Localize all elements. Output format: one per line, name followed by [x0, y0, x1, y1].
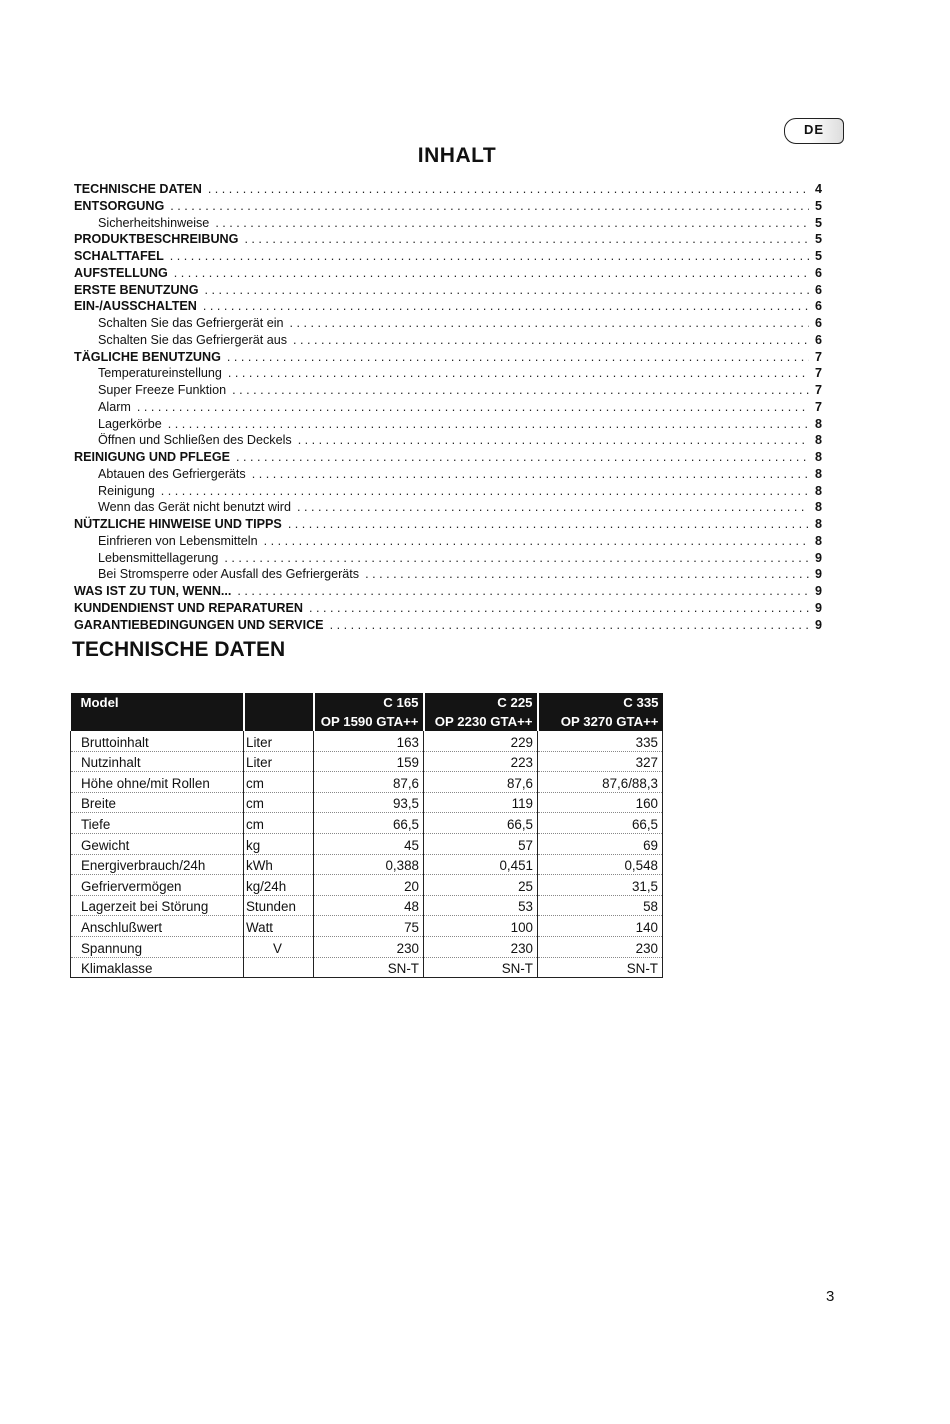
toc-entry-label: Öffnen und Schließen des Deckels: [98, 433, 292, 448]
row-value-model-1: SN-T: [314, 957, 424, 978]
row-value-model-1: 48: [314, 895, 424, 916]
toc-leader-dots: [237, 583, 809, 600]
page-number: 3: [826, 1288, 835, 1305]
toc-leader-dots: [174, 265, 809, 282]
toc-entry-label: TECHNISCHE DATEN: [74, 182, 202, 196]
toc-leader-dots: [224, 550, 809, 567]
row-unit: Liter: [244, 731, 314, 751]
row-unit: Watt: [244, 916, 314, 937]
toc-entry-page: 4: [814, 182, 822, 196]
toc-leader-dots: [161, 483, 809, 500]
toc-entry-page: 9: [814, 600, 822, 615]
toc-entry: [74, 248, 822, 265]
toc-entry-label: Super Freeze Funktion: [98, 383, 227, 397]
table-row: [71, 854, 663, 875]
row-value-model-2: 57: [424, 833, 538, 854]
toc-entry: [74, 231, 822, 248]
row-value-model-1: 93,5: [314, 792, 424, 813]
row-unit: V: [244, 936, 314, 957]
row-value-model-3: 335: [538, 731, 663, 751]
row-label: Breite: [71, 792, 244, 813]
row-value-model-1: 66,5: [314, 813, 424, 834]
toc-entry-page: 7: [814, 366, 822, 381]
row-value-model-2: 25: [424, 875, 538, 896]
toc-leader-dots: [290, 315, 809, 332]
toc-entry-page: 9: [814, 617, 822, 632]
row-unit: kg/24h: [244, 875, 314, 896]
table-row: [71, 813, 663, 834]
toc-entry-page: 8: [814, 483, 822, 498]
toc-entry-page: 7: [814, 383, 822, 397]
toc-entry: [74, 198, 822, 215]
row-value-model-2: 66,5: [424, 813, 538, 834]
toc-leader-dots: [205, 282, 809, 299]
row-value-model-1: 20: [314, 875, 424, 896]
toc-entry: [74, 382, 822, 399]
toc-entry-label: Wenn das Gerät nicht benutzt wird: [98, 500, 291, 515]
toc-entry: [74, 432, 822, 449]
toc-leader-dots: [227, 349, 809, 366]
toc-entry-label: Alarm: [98, 399, 131, 414]
toc-leader-dots: [330, 617, 809, 634]
row-value-model-1: 87,6: [314, 772, 424, 793]
row-value-model-1: 163: [314, 731, 424, 751]
row-value-model-3: 140: [538, 916, 663, 937]
toc-entry: [74, 265, 822, 282]
toc-entry: [74, 332, 822, 349]
toc-entry: [74, 516, 822, 533]
row-value-model-1: 0,388: [314, 854, 424, 875]
toc-entry-page: 6: [814, 282, 822, 297]
toc-entry: [74, 449, 822, 466]
toc-entry-page: 6: [814, 316, 822, 330]
toc-entry-label: TÄGLICHE BENUTZUNG: [74, 349, 221, 364]
toc-entry-page: 6: [814, 299, 822, 314]
toc-leader-dots: [309, 600, 809, 617]
row-value-model-2: SN-T: [424, 957, 538, 978]
toc-leader-dots: [168, 416, 809, 433]
table-row: [71, 792, 663, 813]
header-unit: [244, 693, 314, 712]
toc-entry-label: AUFSTELLUNG: [74, 265, 168, 280]
table-row: [71, 731, 663, 751]
toc-entry-label: ERSTE BENUTZUNG: [74, 282, 199, 297]
toc-entry: [74, 533, 822, 550]
row-label: Lagerzeit bei Störung: [71, 895, 244, 916]
toc-entry: [74, 566, 822, 583]
header-unit-blank: [244, 712, 314, 731]
row-unit: cm: [244, 792, 314, 813]
row-value-model-3: SN-T: [538, 957, 663, 978]
toc-leader-dots: [293, 332, 809, 349]
toc-entry-label: Reinigung: [98, 483, 155, 498]
toc-entry: [74, 315, 822, 332]
toc-title: INHALT: [417, 144, 497, 167]
row-value-model-2: 100: [424, 916, 538, 937]
toc-entry: [74, 298, 822, 315]
row-label: Energiverbrauch/24h: [71, 854, 244, 875]
row-value-model-2: 87,6: [424, 772, 538, 793]
row-label: Nutzinhalt: [71, 751, 244, 772]
toc-entry-label: EIN-/AUSSCHALTEN: [74, 299, 197, 314]
row-value-model-2: 229: [424, 731, 538, 751]
toc-entry-page: 8: [814, 466, 822, 481]
toc-leader-dots: [170, 198, 809, 215]
header-model-1-line2: OP 1590 GTA++: [314, 712, 424, 731]
toc-entry: [74, 483, 822, 500]
toc-entry-label: Temperatureinstellung: [98, 366, 222, 381]
table-header-row-1: [71, 693, 663, 712]
row-unit: [244, 957, 314, 978]
toc-entry-page: 5: [814, 232, 822, 247]
row-label: Höhe ohne/mit Rollen: [71, 772, 244, 793]
toc-entry-page: 7: [814, 349, 822, 364]
toc-leader-dots: [137, 399, 809, 416]
table-row: [71, 772, 663, 793]
toc-leader-dots: [298, 432, 809, 449]
toc-leader-dots: [244, 231, 809, 248]
toc-entry-label: NÜTZLICHE HINWEISE UND TIPPS: [74, 517, 282, 531]
toc-leader-dots: [365, 566, 809, 583]
toc-entry-label: ENTSORGUNG: [74, 198, 165, 213]
row-label: Tiefe: [71, 813, 244, 834]
toc-entry-page: 8: [814, 450, 822, 464]
toc-leader-dots: [170, 248, 809, 265]
toc-entry-page: 8: [814, 500, 822, 515]
row-value-model-3: 327: [538, 751, 663, 772]
row-value-model-3: 69: [538, 833, 663, 854]
toc-entry-label: WAS IST ZU TUN, WENN...: [74, 584, 232, 598]
row-value-model-3: 230: [538, 936, 663, 957]
language-badge-de: DE: [784, 118, 844, 144]
table-of-contents: [74, 181, 822, 633]
toc-entry-page: 5: [814, 198, 822, 213]
row-value-model-2: 230: [424, 936, 538, 957]
toc-leader-dots: [288, 516, 809, 533]
header-model: Model: [71, 693, 244, 712]
toc-leader-dots: [208, 181, 809, 198]
toc-entry-label: Schalten Sie das Gefriergerät aus: [98, 332, 288, 347]
technical-data-body: [71, 731, 663, 978]
row-value-model-1: 75: [314, 916, 424, 937]
toc-leader-dots: [203, 298, 809, 315]
table-row: [71, 916, 663, 937]
toc-leader-dots: [232, 382, 809, 399]
table-row: [71, 957, 663, 978]
toc-entry: [74, 617, 822, 634]
section-title-technische-daten: TECHNISCHE DATEN: [72, 638, 286, 661]
toc-leader-dots: [252, 466, 809, 483]
toc-leader-dots: [215, 215, 809, 232]
toc-entry: [74, 466, 822, 483]
table-row: [71, 751, 663, 772]
header-model-2-line2: OP 2230 GTA++: [424, 712, 538, 731]
table-row: [71, 895, 663, 916]
toc-entry: [74, 583, 822, 600]
row-value-model-3: 87,6/88,3: [538, 772, 663, 793]
toc-entry-page: 6: [814, 265, 822, 280]
header-model-2-line1: C 225: [424, 693, 538, 712]
toc-leader-dots: [297, 499, 809, 516]
toc-entry-page: 8: [814, 416, 822, 431]
row-unit: Liter: [244, 751, 314, 772]
table-row: [71, 833, 663, 854]
toc-entry-label: Lagerkörbe: [98, 416, 162, 431]
header-model-1-line1: C 165: [314, 693, 424, 712]
toc-entry-page: 5: [814, 215, 822, 230]
row-value-model-1: 159: [314, 751, 424, 772]
toc-entry: [74, 550, 822, 567]
toc-entry-page: 7: [814, 399, 822, 414]
technical-data-table: [70, 693, 663, 978]
row-value-model-1: 45: [314, 833, 424, 854]
row-value-model-2: 53: [424, 895, 538, 916]
row-value-model-3: 160: [538, 792, 663, 813]
toc-entry-page: 8: [814, 533, 822, 548]
toc-entry-label: Schalten Sie das Gefriergerät ein: [98, 316, 284, 330]
toc-leader-dots: [228, 365, 809, 382]
table-row: [71, 936, 663, 957]
toc-entry: [74, 600, 822, 617]
row-value-model-3: 58: [538, 895, 663, 916]
toc-entry-page: 8: [814, 433, 822, 448]
toc-entry: [74, 181, 822, 198]
row-unit: kWh: [244, 854, 314, 875]
toc-entry-page: 9: [814, 584, 822, 598]
toc-entry-page: 9: [814, 567, 822, 582]
table-header-row-2: [71, 712, 663, 731]
header-model-3-line1: C 335: [538, 693, 663, 712]
toc-entry-page: 8: [814, 517, 822, 531]
toc-entry: [74, 349, 822, 366]
row-unit: cm: [244, 772, 314, 793]
row-label: Bruttoinhalt: [71, 731, 244, 751]
toc-leader-dots: [264, 533, 809, 550]
toc-entry: [74, 365, 822, 382]
row-unit: kg: [244, 833, 314, 854]
row-unit: Stunden: [244, 895, 314, 916]
row-value-model-1: 230: [314, 936, 424, 957]
toc-entry-page: 6: [814, 332, 822, 347]
toc-entry-label: Bei Stromsperre oder Ausfall des Gefriergeräts: [98, 567, 360, 582]
row-value-model-2: 119: [424, 792, 538, 813]
toc-entry: [74, 282, 822, 299]
row-value-model-3: 31,5: [538, 875, 663, 896]
header-model-blank: [71, 712, 244, 731]
row-value-model-2: 223: [424, 751, 538, 772]
row-label: Gefriervermögen: [71, 875, 244, 896]
row-value-model-3: 66,5: [538, 813, 663, 834]
header-model-3-line2: OP 3270 GTA++: [538, 712, 663, 731]
row-value-model-3: 0,548: [538, 854, 663, 875]
toc-entry-label: KUNDENDIENST UND REPARATUREN: [74, 600, 304, 615]
toc-entry: [74, 499, 822, 516]
toc-entry-label: SCHALTTAFEL: [74, 249, 164, 263]
toc-entry-page: 5: [814, 249, 822, 263]
row-unit: cm: [244, 813, 314, 834]
row-label: Anschlußwert: [71, 916, 244, 937]
toc-entry-label: REINIGUNG UND PFLEGE: [74, 450, 231, 464]
row-label: Klimaklasse: [71, 957, 244, 978]
toc-entry-label: Lebensmittellagerung: [98, 550, 219, 565]
toc-entry: [74, 416, 822, 433]
toc-entry: [74, 399, 822, 416]
toc-entry-label: Einfrieren von Lebensmitteln: [98, 533, 258, 548]
row-label: Gewicht: [71, 833, 244, 854]
row-label: Spannung: [71, 936, 244, 957]
toc-entry-label: GARANTIEBEDINGUNGEN UND SERVICE: [74, 617, 324, 632]
toc-entry: [74, 215, 822, 232]
toc-entry-label: Sicherheitshinweise: [98, 215, 210, 230]
table-row: [71, 875, 663, 896]
toc-entry-label: PRODUKTBESCHREIBUNG: [74, 232, 239, 247]
row-value-model-2: 0,451: [424, 854, 538, 875]
toc-entry-page: 9: [814, 550, 822, 565]
toc-entry-label: Abtauen des Gefriergeräts: [98, 466, 246, 481]
toc-leader-dots: [236, 449, 809, 466]
